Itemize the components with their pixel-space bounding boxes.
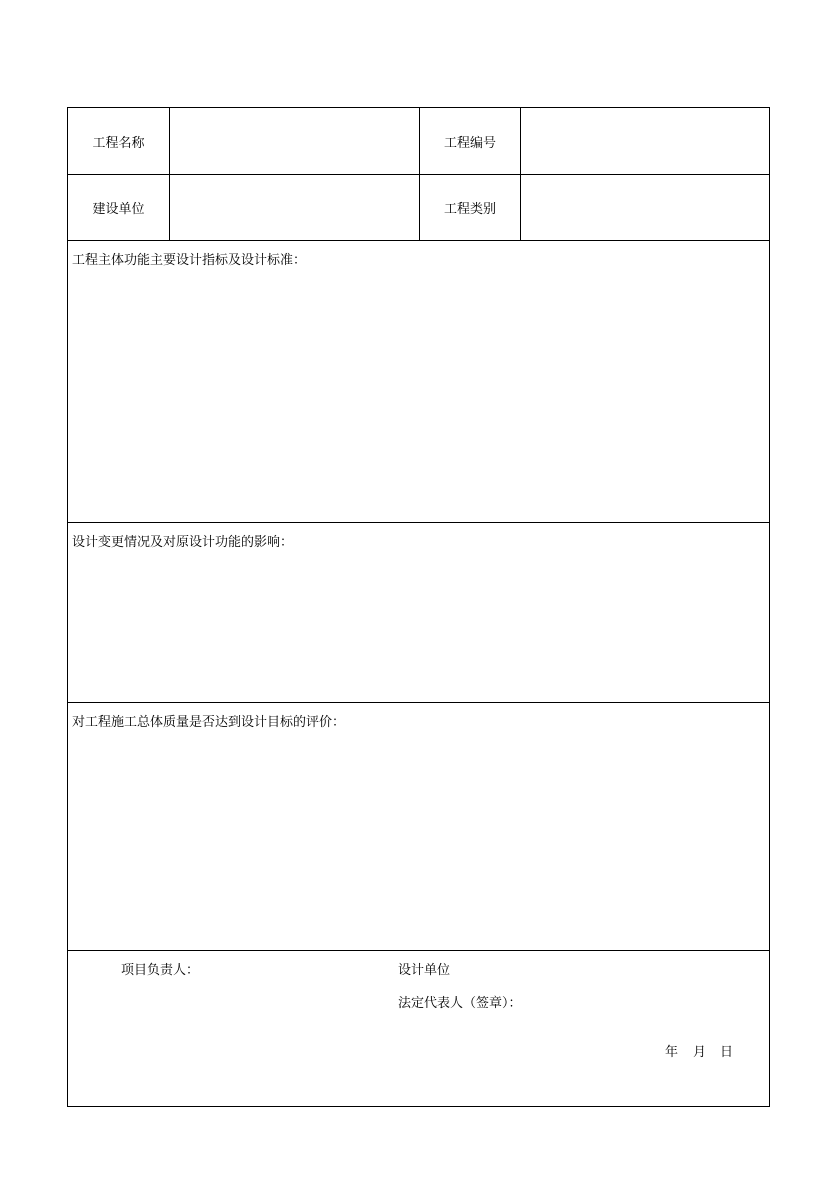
design-quality-form	[67, 107, 770, 1107]
project-number-label: 工程编号	[443, 135, 496, 151]
design-changes-field[interactable]	[68, 552, 769, 701]
project-leader-label: 项目负责人：	[121, 963, 200, 978]
day-label: 日	[720, 1045, 734, 1060]
construction-unit-label: 建设单位	[92, 202, 145, 217]
project-name-label: 工程名称	[92, 135, 145, 151]
month-label: 月	[693, 1045, 707, 1060]
year-label: 年	[665, 1045, 679, 1060]
project-category-field[interactable]	[521, 175, 769, 240]
construction-unit-field[interactable]	[170, 175, 419, 240]
design-indicators-field[interactable]	[68, 270, 769, 521]
project-category-label: 工程类别	[443, 202, 496, 217]
legal-representative-label: 法定代表人（签章）：	[398, 996, 522, 1011]
column-divider	[169, 108, 170, 240]
design-changes-label: 设计变更情况及对原设计功能的影响：	[72, 535, 294, 550]
column-divider	[520, 108, 521, 240]
row-divider	[68, 950, 769, 951]
project-number-field[interactable]	[521, 108, 769, 174]
quality-evaluation-label: 对工程施工总体质量是否达到设计目标的评价：	[72, 715, 346, 730]
quality-evaluation-field[interactable]	[68, 732, 769, 949]
row-divider	[68, 522, 769, 523]
row-divider	[68, 702, 769, 703]
design-indicators-label: 工程主体功能主要设计指标及设计标准：	[72, 253, 307, 268]
design-unit-label: 设计单位	[398, 963, 451, 978]
row-divider	[68, 240, 769, 241]
project-name-field[interactable]	[170, 108, 419, 174]
column-divider	[419, 108, 420, 240]
